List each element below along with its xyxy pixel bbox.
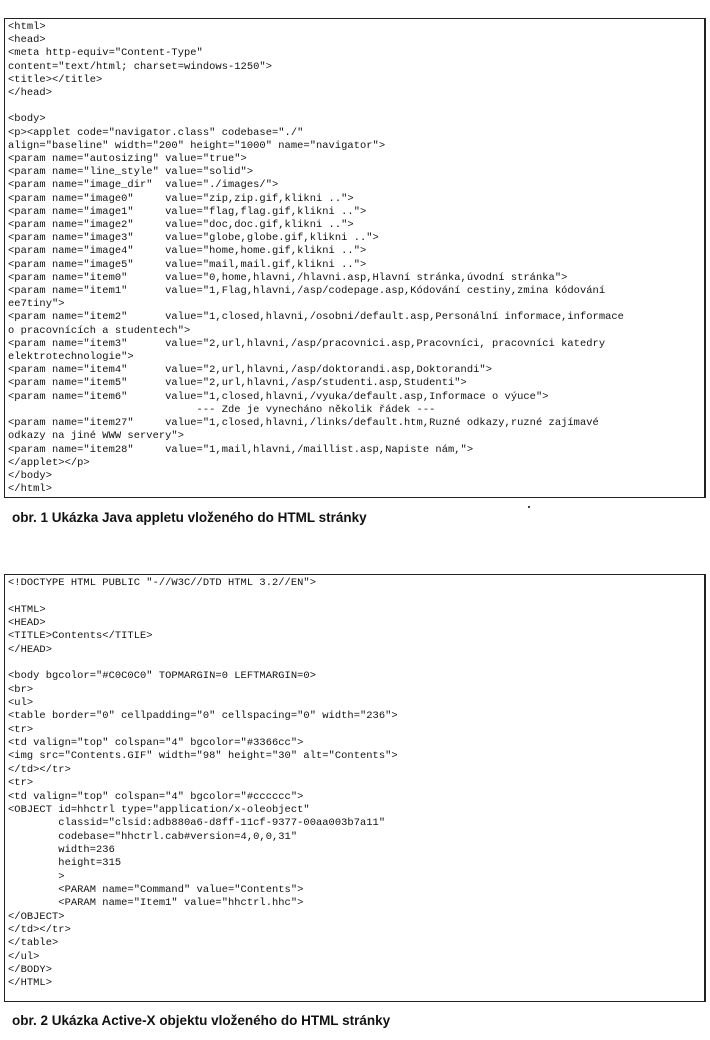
code-line: <html> [8,21,46,33]
scan-speck [528,506,530,508]
code-line: odkazy na jiné WWW servery"> [8,430,184,443]
code-line: <td valign="top" colspan="4" bgcolor="#cccccc"> [8,790,304,803]
code-line: <meta http-equiv="Content-Type" [8,47,203,60]
code-line: <param name="image0" value="zip,zip.gif,klikni .."> [8,192,354,205]
code-line: <ul> [8,697,34,710]
code-line: codebase="hhctrl.cab#version=4,0,0,31" [8,830,298,843]
code-line: <body bgcolor="#C0C0C0" TOPMARGIN=0 LEFTMARGIN=0> [8,670,316,683]
code-line: <HEAD> [8,617,46,630]
code-line: </html> [8,483,52,496]
code-line: <tr> [8,777,34,790]
code-line: <table border="0" cellpadding="0" cellspacing="0" width="236"> [8,710,398,723]
code-line: </td></tr> [8,923,71,936]
code-line: <td valign="top" colspan="4" bgcolor="#3366cc"> [8,737,304,750]
code-line: <br> [8,683,34,696]
figure-caption-1: obr. 1 Ukázka Java appletu vloženého do HTML stránky [12,510,367,525]
code-line: </BODY> [8,963,52,976]
code-line: <PARAM name="Item1" value="hhctrl.hhc"> [8,897,304,910]
code-line: <OBJECT id=hhctrl type="application/x-oleobject" [8,803,310,816]
code-line: <param name="item6" value="1,closed,hlavni,/vyuka/default.asp,Informace o výuce"> [8,390,549,403]
code-line: <param name="line_style" value="solid"> [8,166,254,179]
code-line: </HEAD> [8,643,52,656]
code-line: <PARAM name="Command" value="Contents"> [8,883,304,896]
code-listing-java-applet [4,18,706,498]
code-line: <param name="item3" value="2,url,hlavni,/asp/pracovnici.asp,Pracovníci, pracovníci katedry [8,337,606,350]
code-listing-activex-object [4,574,706,1002]
code-line [8,657,704,670]
code-line: <param name="image3" value="globe,globe.gif,klikni .."> [8,232,379,245]
code-line [8,100,704,113]
code-line: <param name="item28" value="1,mail,hlavni,/maillist.asp,Napiste nám,"> [8,443,474,456]
code-line: --- Zde je vynecháno několik řádek --- [8,403,436,416]
code-line: <param name="image2" value="doc,doc.gif,klikni .."> [8,219,354,232]
code-line: <HTML> [8,603,46,616]
code-line: <param name="item1" value="1,Flag,hlavni,/asp/codepage.asp,Kódování cestiny,zmina kódování [8,285,606,298]
code-line: <param name="autosizing" value="true"> [8,153,247,166]
code-line: <param name="item0" value="0,home,hlavni,/hlavni.asp,Hlavní stránka,úvodní stránka"> [8,271,568,284]
code-line: <head> [8,34,46,47]
code-line [8,590,704,603]
code-line: <TITLE>Contents</TITLE> [8,630,153,643]
code-line: <title></title> [8,73,103,86]
code-line: </body> [8,469,52,482]
code-line: </applet></p> [8,456,90,469]
code-line: </ul> [8,950,40,963]
code-line: content="text/html; charset=windows-1250"> [8,60,272,73]
code-line: <img src="Contents.GIF" width="98" height="30" alt="Contents"> [8,750,398,763]
code-line: > [8,870,65,883]
figure-caption-2: obr. 2 Ukázka Active-X objektu vloženého do HTML stránky [12,1013,391,1028]
code-line: <tr> [8,723,34,736]
code-line: </OBJECT> [8,910,65,923]
code-line: <param name="item5" value="2,url,hlavni,/asp/studenti.asp,Studenti"> [8,377,467,390]
code-line: </head> [8,87,52,100]
code-line: </td></tr> [8,763,71,776]
code-line: <param name="image5" value="mail,mail.gif,klikni .."> [8,258,367,271]
code-line: <param name="image4" value="home,home.gif,klikni .."> [8,245,367,258]
code-line: <param name="image_dir" value="./images/"> [8,179,279,192]
code-line: ee7tiny"> [8,298,65,311]
code-line: align="baseline" width="200" height="1000" name="navigator"> [8,139,386,152]
code-line: <param name="item4" value="2,url,hlavni,/asp/doktorandi.asp,Doktorandi"> [8,364,492,377]
code-line: height=315 [8,857,122,870]
code-line: <body> [8,113,46,126]
code-line: <param name="image1" value="flag,flag.gif,klikni .."> [8,205,367,218]
code-line: </HTML> [8,977,52,990]
code-line: elektrotechnologie"> [8,351,134,364]
code-line: <!DOCTYPE HTML PUBLIC "-//W3C//DTD HTML 3.2//EN"> [8,577,316,589]
code-line: width=236 [8,843,115,856]
code-line: <p><applet code="navigator.class" codebase="./" [8,126,304,139]
code-line: </table> [8,937,59,950]
code-line: <param name="item2" value="1,closed,hlavni,/osobni/default.asp,Personální informace,informace [8,311,624,324]
code-line: o pracovnících a studentech"> [8,324,191,337]
code-line: <param name="item27" value="1,closed,hlavni,/links/default.htm,Ruzné odkazy,ruzné zajímavé [8,417,599,430]
code-line: classid="clsid:adb880a6-d8ff-11cf-9377-00aa003b7a11" [8,817,386,830]
